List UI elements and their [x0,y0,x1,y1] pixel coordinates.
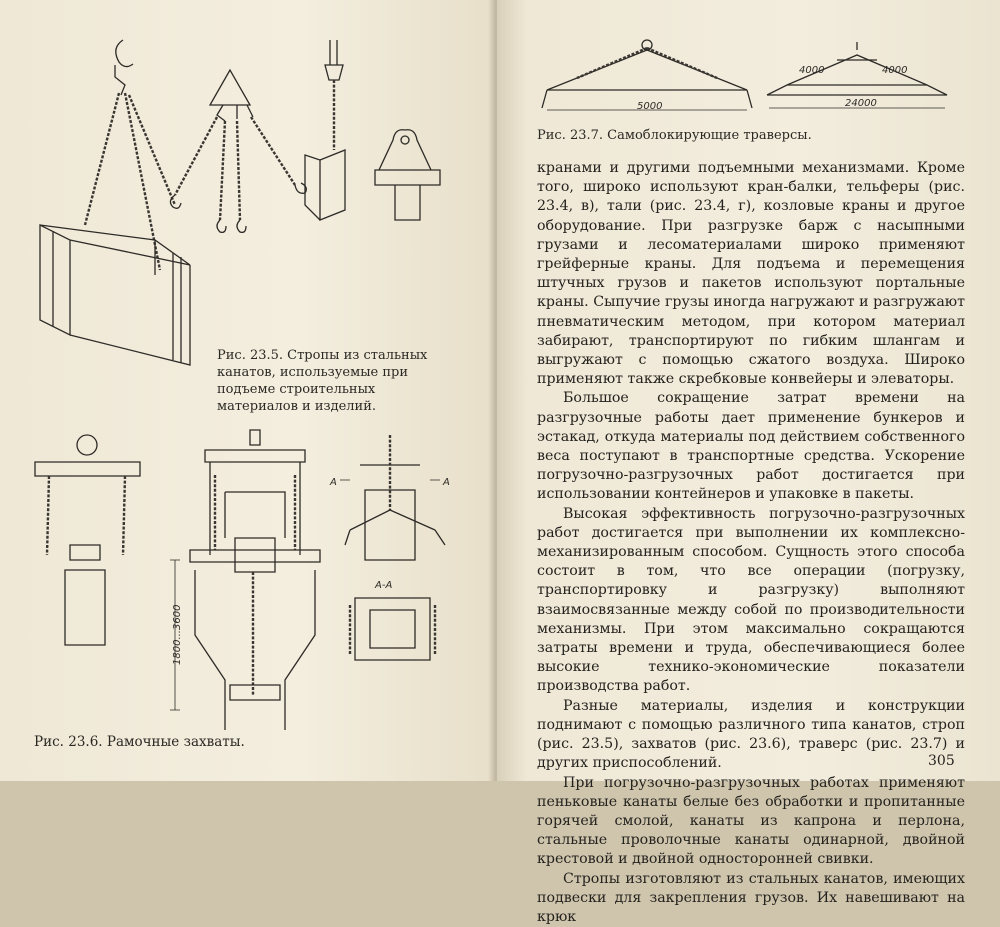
page-number: 305 [928,753,955,769]
figure-23-7-dim-top-left: 4000 [799,65,825,76]
figure-23-6-section-title: А-А [375,580,393,591]
figure-23-7-caption: Рис. 23.7. Самоблокирующие траверсы. [537,128,812,143]
paragraph: При погрузочно-разгрузочных работах применяют пеньковые канаты белые без обработки и пропитанные горячей смолой, канаты из капрона и перлона, стальные проволочные канаты одинарной, двойной крестовой и двойной односторонней свивки. [537,774,965,868]
body-text [537,159,965,927]
figure-23-6-dimension: 1800...3600 [172,604,183,665]
paragraph: Высокая эффективность погрузочно-разгрузочных работ достигается при выполнении их комплексно-механизированным способом. Сущность этого способа состоит в том, что все операции (погрузку, транспортировку и разгрузку) выполняют взаимосвязанные между собой по производительности механизмы. При этом максимально сокращаются затраты времени и труда, обеспечивающиеся более высокие технико-экономические показатели производства работ. [537,505,965,695]
figure-23-7-traverses-drawing [537,30,957,122]
paragraph: Большое сокращение затрат времени на разгрузочные работы дает применение бункеров и эстакад, откуда материалы под действием собственного веса поступают в транспортные средства. Ускорение погрузочно-разгрузочных работ достигается при использовании контейнеров и упаковке в пакеты. [537,390,965,503]
left-page [0,0,497,781]
figure-23-5-caption: Рис. 23.5. Стропы из стальных канатов, используемые при подъеме строительных материалов и изделий. [217,348,428,414]
figure-23-7-dim-top-right: 4000 [882,65,908,76]
figure-23-5-slings-drawing [25,35,465,380]
figure-23-7-dim-right: 24000 [845,98,877,109]
paragraph: Стропы изготовляют из стальных канатов, имеющих подвески для закрепления грузов. Их навешивают на крюк [537,870,965,925]
figure-23-7-dim-left: 5000 [637,101,663,112]
figure-23-6-section-mark-right: А [443,477,450,488]
figure-23-6-caption: Рис. 23.6. Рамочные захваты. [34,734,245,750]
paragraph: Разные материалы, изделия и конструкции поднимают с помощью различного типа канатов, строп (рис. 23.5), захватов (рис. 23.6), траверс (рис. 23.7) и других приспособлений. [537,697,965,772]
paragraph: кранами и другими подъемными механизмами. Кроме того, широко используют кран-балки, тельферы (рис. 23.4, в), тали (рис. 23.4, г), козловые краны и другое оборудование. При разгрузке барж с насыпными грузами и лесоматериалами широко применяют грейферные краны. Для подъема и перемещения штучных грузов и пакетов используют портальные краны. Сыпучие грузы иногда нагружают и разгружают пневматическим методом, при котором материал забирают, транспортируют по гибким шлангам и выгружают с помощью сжатого воздуха. Широко применяют также скребковые конвейеры и элеваторы. [537,160,965,388]
figure-23-6-section-mark-left: А [330,477,337,488]
figure-23-6-frame-grips-drawing [25,420,465,735]
